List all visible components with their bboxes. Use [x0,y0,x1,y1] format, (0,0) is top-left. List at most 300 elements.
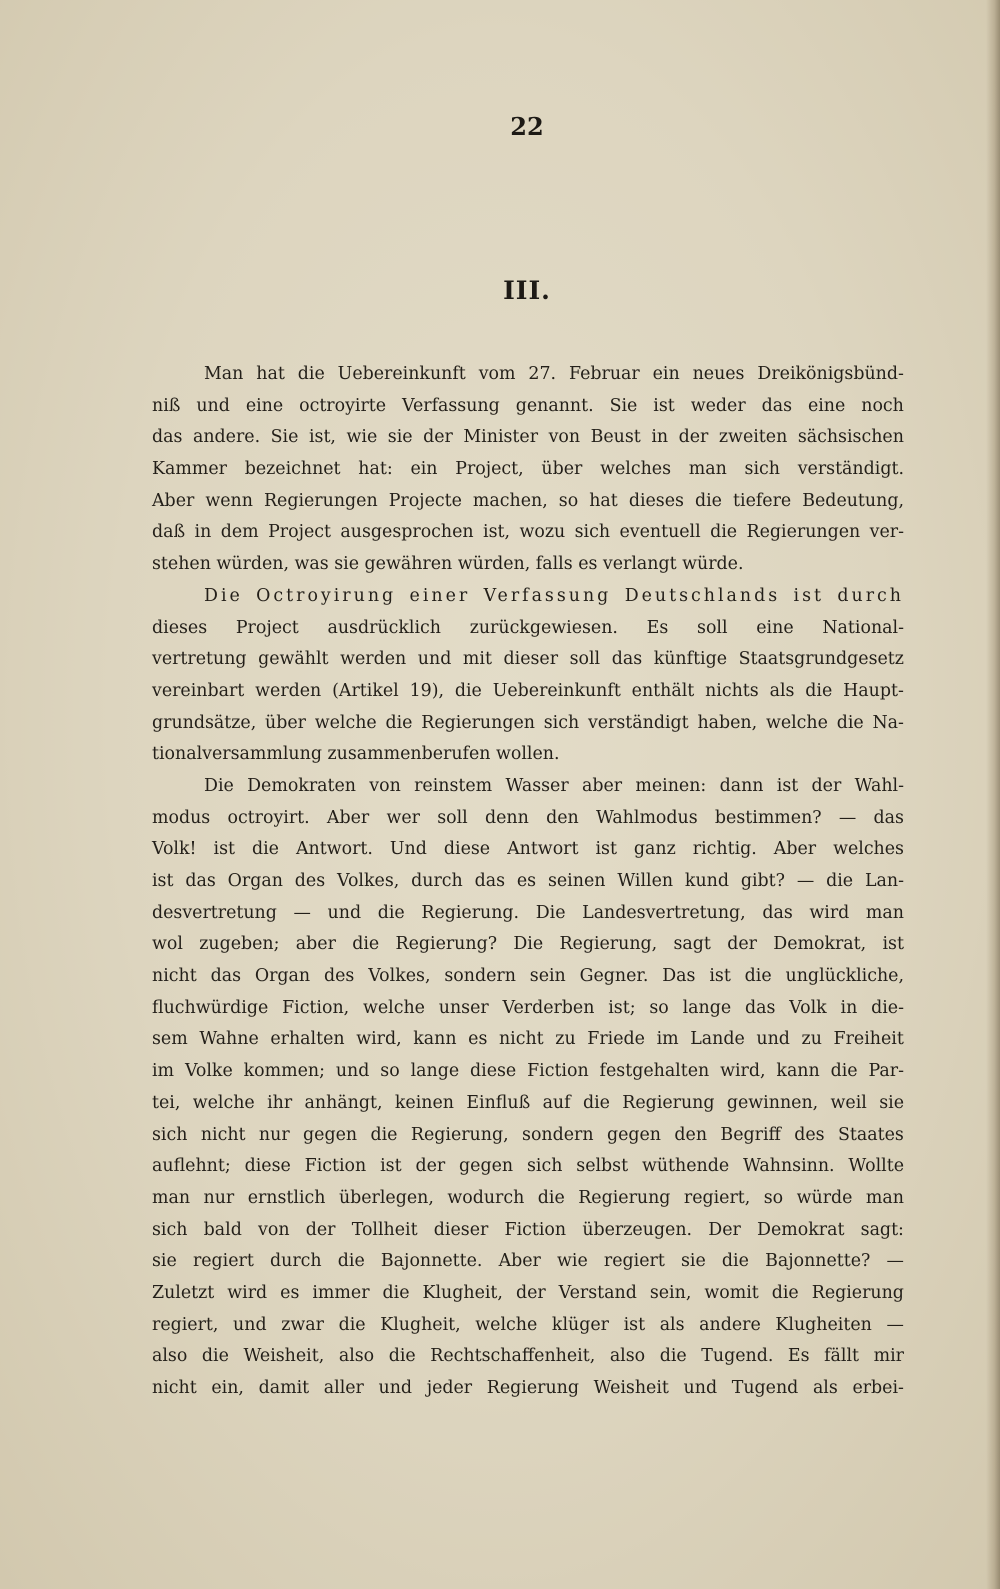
body-text [152,359,904,1405]
text-line [152,1373,904,1405]
word: sich [152,1124,188,1145]
word: die [582,1092,610,1113]
word: über [265,712,306,733]
word: einer [409,585,471,606]
word: eventuell [619,522,701,543]
word: ausdrücklich [327,617,441,638]
text-line [152,834,904,866]
word: dieses [152,617,208,638]
word: Friede [587,1029,645,1050]
word: Minister [463,427,539,448]
word: Verfassung [402,395,500,416]
word: Regierungen [746,522,861,543]
page-edge-shadow [986,0,1000,1589]
word: das [762,902,793,923]
word: daß [152,522,186,543]
word: erhalten [270,1029,345,1050]
word: Tugend. [701,1346,774,1367]
word: nichts [705,680,759,701]
word: ist, [308,427,336,448]
word: regiert, [683,1187,751,1208]
word: mir [873,1346,904,1367]
word: sich [744,459,780,480]
text-line [152,454,904,486]
text-line [152,866,904,898]
word: Gegner. [579,966,649,987]
word: über [541,459,583,480]
word: nicht [152,1378,197,1398]
word: dann [719,775,764,796]
word: die [805,680,833,701]
word: Regierung, [559,934,658,955]
word: Die [204,585,243,606]
word: welche [314,712,377,733]
word: unglückliche, [785,966,904,987]
word: Freiheit [833,1029,904,1050]
word: eine [756,617,794,638]
word: das [474,871,506,891]
word: Verstand [558,1282,637,1303]
word: sondern [444,966,516,987]
word: Regierung [622,1092,715,1113]
section-heading: III. [503,276,551,305]
word: die [201,1346,229,1367]
word: unser [438,997,489,1018]
word: soll [569,649,601,670]
word: Und [389,839,427,860]
word: sie [152,1251,177,1272]
word: Par- [868,1061,904,1082]
text-line: stehen würden, was sie gewähren würden, falls es verlangt würde. [152,554,744,575]
word: ein, [211,1378,244,1398]
word: die [454,680,482,701]
word: Projecte [388,490,462,511]
word: verständigt. [797,459,904,480]
word: die [744,966,772,987]
word: als [812,1378,838,1398]
word: Kammer [152,459,227,480]
word: bezeichnet [244,459,341,480]
word: vereinbart [152,680,245,701]
word: (Artikel [332,680,399,701]
word: es [516,871,537,891]
page-number: 22 [510,112,544,141]
text-line [152,391,904,423]
word: wüthende [641,1156,730,1177]
word: der [415,1156,446,1177]
word: sich [526,1156,563,1177]
word: das [185,871,216,891]
word: zu [555,1029,576,1050]
word: gegen [606,1124,662,1145]
word: denn [485,807,529,828]
word: richtig. [692,839,757,860]
word: so [558,490,579,511]
word: desvertretung [152,902,277,923]
word: ist [709,966,731,987]
word: ihr [267,1092,293,1113]
word: Die [535,902,566,923]
word: grundsätze, [152,712,257,733]
word: das [152,427,183,448]
word: die [370,1124,398,1145]
word: octroyirte [299,395,387,416]
word: Sie [609,395,638,416]
word: ist [882,934,904,955]
word: ver- [869,522,904,543]
word: Haupt- [843,680,904,701]
word: Wahne [199,1029,259,1050]
word: die- [871,997,904,1018]
word: Regierung [486,1378,579,1398]
word: nur [203,1187,235,1208]
word: modus [152,807,211,828]
word: der [811,775,842,796]
word: zugeben; [199,934,280,955]
word: aber [295,934,336,955]
text-line [152,1215,904,1247]
word: Lande [690,1029,745,1050]
word: und [327,902,362,923]
word: nicht [152,966,197,987]
word: man [688,459,727,480]
word: der [727,934,757,955]
word: — [293,902,311,923]
word: vom [478,364,516,384]
text-line [152,803,904,835]
word: ist; [608,997,636,1018]
word: die [537,1187,565,1208]
word: das [611,649,643,670]
word: niß [152,395,181,416]
word: Wahl- [854,775,904,796]
word: fällt [824,1346,860,1367]
word: lange [682,997,732,1018]
text-line [152,771,904,803]
word: werden [255,680,322,701]
word: die [721,1251,749,1272]
word: immer [312,1282,370,1303]
word: Klugheiten [775,1314,872,1335]
word: die [337,1251,365,1272]
word: Regierung [811,1282,904,1303]
word: zwar [281,1314,324,1335]
word: im [152,1061,175,1082]
word: erbei- [852,1378,904,1398]
word: regiert [603,1251,665,1272]
word: gewinnen, [726,1092,819,1113]
word: in [194,522,212,543]
word: ist [793,585,825,606]
word: die [710,522,738,543]
word: genannt. [515,395,594,416]
word: Verfassung [483,585,612,606]
word: als [769,680,795,701]
word: wol [152,934,183,955]
word: die [388,1346,416,1367]
word: Project [235,617,299,638]
word: der [678,427,709,448]
word: das [873,807,904,828]
word: Volkes, [368,966,431,987]
word: ausgesprochen [340,522,474,543]
word: die [338,1314,366,1335]
word: soll [437,807,468,828]
word: wird, [720,1061,766,1082]
text-line [152,1310,904,1342]
word: von [548,427,581,448]
word: eine [807,395,846,416]
word: Landesvertretung, [582,902,746,923]
text-line [152,1151,904,1183]
word: des [794,1124,825,1145]
word: bald [203,1219,242,1240]
word: Bajonnette. [380,1251,483,1272]
word: das [761,395,793,416]
word: so [763,1187,784,1208]
word: Aber [152,490,195,511]
word: meinen: [635,775,707,796]
word: Einfluß [466,1092,531,1113]
word: des [294,871,326,891]
word: den [674,1124,708,1145]
word: Demokrat, [773,934,867,955]
word: jeder [426,1378,473,1398]
word: Zuletzt [152,1282,215,1303]
word: ist [623,1314,646,1335]
word: so [380,1061,400,1082]
word: wer [386,807,420,828]
word: die [659,1346,687,1367]
word: so [649,997,669,1018]
word: Regierungen [421,712,535,733]
word: wodurch [447,1187,525,1208]
word: Project [268,522,331,543]
word: Klugheit, [422,1282,503,1303]
word: Regierungen [263,490,378,511]
word: wird [809,902,850,923]
word: ist, [483,522,511,543]
word: das [210,966,241,987]
word: nicht [200,1124,246,1145]
word: Wasser [505,775,569,796]
text-line [152,1024,904,1056]
word: Uebereinkunft [337,364,466,384]
word: wie [346,427,378,448]
word: welche [765,712,828,733]
word: Demokraten [247,775,356,796]
word: Tollheit [351,1219,418,1240]
word: Antwort. [295,839,373,860]
word: die [694,490,722,511]
word: sie [680,1251,706,1272]
word: sich [152,1219,188,1240]
word: die [385,712,413,733]
text-line [152,613,904,645]
word: die [830,1061,858,1082]
word: anhängt, [304,1092,383,1113]
word: den [546,807,579,828]
word: zurückgewiesen. [469,617,618,638]
word: Das [662,966,696,987]
word: werden [340,649,407,670]
word: Wahlmodus [595,807,698,828]
word: Volke [184,1061,233,1082]
word: die [826,871,854,891]
text-line [152,644,904,676]
word: — [886,1251,904,1272]
word: welche [362,997,425,1018]
word: ist [152,871,174,891]
word: festgehalten [599,1061,710,1082]
word: von [369,775,401,796]
word: die [382,1282,410,1303]
word: überlegen, [338,1187,434,1208]
word: Rechtschaffenheit, [430,1346,596,1367]
word: regiert, [152,1314,219,1335]
word: sondern [522,1124,594,1145]
word: Fiction, [282,997,350,1018]
text-line [152,517,904,549]
word: Regierung, [410,1124,509,1145]
word: und [417,649,452,670]
word: ein [410,459,438,480]
word: ist [653,395,675,416]
word: sächsischen [797,427,904,448]
word: kann [413,1029,457,1050]
text-line [152,359,904,391]
word: und [335,1061,370,1082]
word: Deutschlands [624,585,781,606]
word: machen, [472,490,548,511]
word: also [609,1346,646,1367]
word: sein [529,966,566,987]
word: gegen [303,1124,358,1145]
word: Staates [838,1124,904,1145]
word: ganz [633,839,676,860]
word: regiert [192,1251,254,1272]
word: — [838,807,857,828]
word: die [771,1282,799,1303]
word: auflehnt; [152,1156,231,1177]
word: nur [258,1124,290,1145]
word: hat: [358,459,393,480]
word: vertretung [152,649,247,670]
word: es [468,1029,488,1050]
word: ernstlich [247,1187,326,1208]
word: Verderben [502,997,595,1018]
word: Weisheit, [243,1346,325,1367]
word: aller [323,1378,364,1398]
word: seinen [547,871,606,891]
word: octroyirt. [227,807,310,828]
word: durch [411,871,463,891]
word: Organ [227,871,283,891]
word: sich [574,522,611,543]
word: in [840,997,858,1018]
word: dieses [628,490,684,511]
word: welche [192,1092,255,1113]
word: Lan- [864,871,904,891]
word: dieser [503,649,559,670]
word: weil [830,1092,867,1113]
word: Begriff [720,1124,781,1145]
word: sich [543,712,580,733]
word: der [423,427,453,448]
word: und [196,395,230,416]
word: Weisheit [593,1378,669,1398]
word: kund [684,871,729,891]
word: reinstem [414,775,493,796]
text-line [152,993,904,1025]
word: Volk [789,997,827,1018]
word: diese [244,1156,291,1177]
word: zweiten [718,427,788,448]
word: des [324,966,355,987]
word: wenn [205,490,253,511]
word: Regierung [578,1187,671,1208]
text-line [152,1246,904,1278]
word: tiefere [733,490,792,511]
word: keinen [394,1092,454,1113]
word: mit [462,649,492,670]
word: Der [708,1219,741,1240]
word: gibt? [740,871,785,891]
word: Volk! [152,839,197,860]
word: welches [833,839,904,860]
word: ist [213,839,235,860]
word: womit [704,1282,759,1303]
word: Volkes, [337,871,400,891]
text-line [152,898,904,930]
word: hat [256,364,285,384]
word: Regierung. [421,902,520,923]
word: ein [652,364,680,384]
word: sie [387,427,413,448]
word: 27. [528,364,557,384]
word: wie [557,1251,588,1272]
word: dieser [433,1219,489,1240]
word: auf [542,1092,571,1113]
word: wird, [356,1029,402,1050]
text-line [152,486,904,518]
word: Bedeutung, [802,490,904,511]
text-line [152,1278,904,1310]
word: klüger [551,1314,609,1335]
word: Fiction [304,1156,367,1177]
text-line [152,1088,904,1120]
word: Demokrat [757,1219,845,1240]
word: Februar [568,364,640,384]
word: hat [589,490,618,511]
word: Wahnsinn. [743,1156,835,1177]
word: weder [690,395,746,416]
text-line [152,1056,904,1088]
word: selbst [576,1156,629,1177]
word: Uebereinkunft [492,680,621,701]
word: soll [697,617,728,638]
word: Wollte [848,1156,904,1177]
word: im [656,1029,679,1050]
word: welche [475,1314,538,1335]
word: als [659,1314,685,1335]
word: Bajonnette? [765,1251,871,1272]
word: man [865,902,904,923]
word: sie [879,1092,904,1113]
word: — [886,1314,904,1335]
word: verständigt [587,712,689,733]
word: in [651,427,669,448]
